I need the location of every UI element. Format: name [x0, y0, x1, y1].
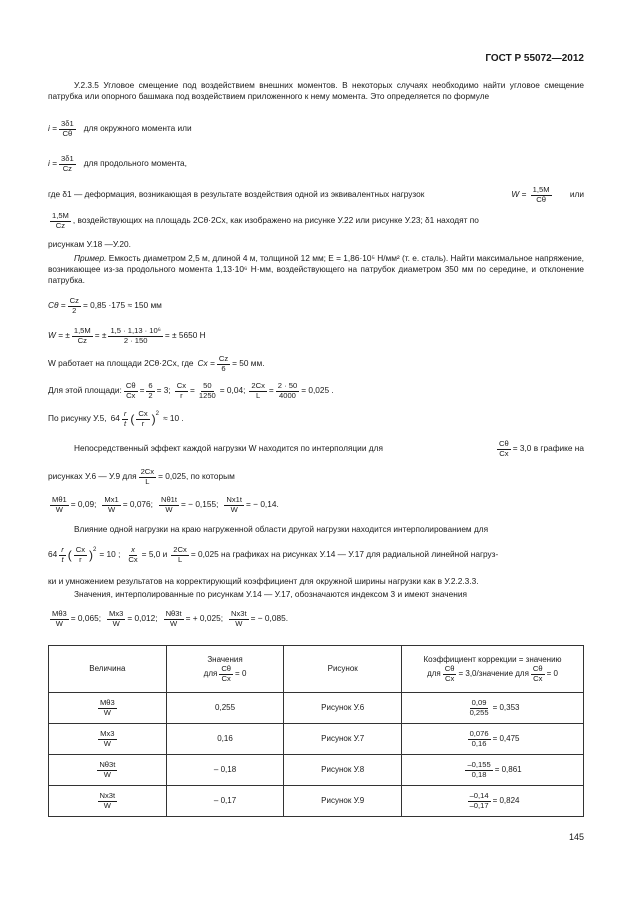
- header-correction: [402, 646, 584, 693]
- intro-paragraph: У.2.3.5 Угловое смещение под воздействием внешних моментов. В некоторых случаях необходимо найти угловое смещение патрубка или опорного башмака под воздействием приложенного к нему момента. Это определяется по формуле: [48, 80, 584, 102]
- formula-circumferential: [48, 120, 192, 138]
- cell-correction: [402, 724, 584, 755]
- fraction: $\frac{3\delta 1}{Cz}$: [61, 154, 74, 173]
- direct-text: = 0,025, по которым: [158, 471, 235, 482]
- fraction: $\frac{C\theta}{Cx}$: [532, 664, 543, 683]
- calc-lhs: Cθ =: [48, 300, 66, 311]
- cell-correction: [402, 786, 584, 817]
- where-text: , воздействующих на площадь 2Cθ·2Cx, как изображено на рисунке У.22 или рисунке У.23; δ1 находят по: [72, 215, 479, 226]
- header-quantity: Величина: [49, 646, 167, 693]
- direct-effect-line-2: [48, 468, 235, 486]
- cell-value: 0,255: [166, 693, 284, 724]
- fraction: $\frac{0,09}{0,255}$: [469, 698, 489, 717]
- cell-quantity: [49, 786, 167, 817]
- example-text: Емкость диаметром 2,5 м, длиной 4 м, толщиной 12 мм; E = 1,86·10⁵ Н/мм² (т. е. сталь). Найти максимальное напряжение, возникающее из-за продольного момента 1,13·10⁶ Н·мм, воздействующего на патрубок диаметром 350 мм по середине, и отклонение патрубка.: [48, 253, 584, 286]
- calc-area: [48, 355, 265, 373]
- fraction: $\frac{r}{t}$: [61, 545, 64, 564]
- calc-ratios: [48, 382, 334, 400]
- table-row: [49, 693, 584, 724]
- fraction: $\frac{2Cx}{L}$: [251, 381, 265, 400]
- fraction: $\frac{\text{1,5 · 1,13 · 10⁶}}{2 \cdot 150}$: [110, 326, 161, 345]
- cell-value: – 0,18: [166, 755, 284, 786]
- formula-lhs: i =: [48, 123, 57, 134]
- table-header-row: [49, 646, 584, 693]
- continuation-line: ки и умножением результатов на корректирующий коэффициент для окружной ширины нагрузки как в У.2.2.3.3.: [48, 576, 479, 586]
- cell-figure: Рисунок У.7: [284, 724, 402, 755]
- header-values: [166, 646, 284, 693]
- cell-figure: Рисунок У.8: [284, 755, 402, 786]
- cell-quantity: [49, 724, 167, 755]
- header-values-pre: для: [203, 668, 218, 678]
- calc-figure: [48, 410, 184, 428]
- fraction: $\frac{-0,155}{0,18}$: [467, 760, 491, 779]
- fraction: $\frac{Mx3}{W}$: [100, 729, 115, 748]
- fraction: $\frac{M\theta 3}{W}$: [52, 609, 67, 628]
- correction-table: [48, 645, 584, 817]
- header-correction-pre: для: [427, 668, 441, 678]
- formula-text: для продольного момента,: [83, 158, 187, 169]
- standard-header: ГОСТ Р 55072—2012: [485, 53, 584, 64]
- example-paragraph: [48, 253, 584, 287]
- formula-longitudinal: [48, 155, 187, 173]
- calc-val: = 0,04;: [219, 385, 246, 396]
- influence-paragraph: Влияние одной нагрузки на краю нагруженной области другой нагрузки находится интерполированием для: [74, 524, 489, 534]
- calc-text: По рисунку У.5,: [48, 413, 107, 424]
- direct-text: рисунках У.6 — У.9 для: [48, 471, 137, 482]
- table-row: [49, 786, 584, 817]
- where-line-1: [48, 186, 584, 204]
- formula-lhs: i =: [48, 158, 57, 169]
- calc-rhs: = 0,85 ·175 ≈ 150 мм: [82, 300, 162, 311]
- exponent: 2: [155, 411, 159, 417]
- header-values-title: Значения: [207, 654, 243, 664]
- cell-quantity: [49, 693, 167, 724]
- header-values-post: = 0: [235, 668, 247, 678]
- fraction: $\frac{0,076}{0,16}$: [469, 729, 489, 748]
- fraction: $\frac{C\theta}{Cx}$: [499, 439, 509, 458]
- paren-close: ): [151, 411, 156, 426]
- paren-open: (: [67, 547, 72, 562]
- cell-figure: Рисунок У.6: [284, 693, 402, 724]
- result-value: = + 0,025;: [185, 613, 223, 624]
- fraction: $\frac{N\theta 3t}{W}$: [99, 760, 116, 779]
- calc-eq: =: [190, 385, 195, 396]
- cell-correction-result: = 0,824: [492, 796, 520, 806]
- paren-close: ): [89, 547, 94, 562]
- result-value: = − 0,14.: [246, 499, 279, 510]
- interp-text: = 0,025 на графиках на рисунках У.14 — У.17 для радиальной линейной нагруз-: [190, 549, 499, 560]
- direct-effect-line: [48, 440, 584, 458]
- calc-coef: 64: [48, 549, 58, 560]
- where-line-2: [48, 212, 479, 230]
- results-3: [48, 610, 288, 628]
- fraction: $\frac{1,5M}{C\theta}$: [532, 185, 550, 204]
- table-row: [49, 724, 584, 755]
- calc-val: = 0,025 .: [301, 385, 334, 396]
- calc-text: Для этой площади:: [48, 385, 122, 396]
- fraction: $\frac{r}{t}$: [123, 409, 127, 428]
- interp-value: = 5,0 и: [141, 549, 168, 560]
- calc-eq: =: [268, 385, 274, 396]
- fraction: $\frac{N\theta 1t}{W}$: [160, 495, 178, 514]
- fraction: $\frac{Mx3}{W}$: [109, 609, 124, 628]
- where-text: где δ1 — деформация, возникающая в результате воздействия одной из эквивалентных нагрузок: [48, 189, 425, 200]
- calc-w: [48, 327, 206, 345]
- cell-value: 0,16: [166, 724, 284, 755]
- fraction: $\frac{6}{2}$: [148, 381, 153, 400]
- table-body: [49, 693, 584, 817]
- cell-figure: Рисунок У.9: [284, 786, 402, 817]
- result-value: = 0,065;: [70, 613, 101, 624]
- fraction: $\frac{Nx1t}{W}$: [226, 495, 243, 514]
- cell-correction: [402, 755, 584, 786]
- cell-correction: [402, 693, 584, 724]
- cell-correction-result: = 0,861: [494, 765, 522, 775]
- fraction: $\frac{1,5M}{Cz}$: [52, 211, 69, 230]
- cell-correction-result: = 0,475: [492, 734, 520, 744]
- cell-value: – 0,17: [166, 786, 284, 817]
- fraction: $\frac{Mx1}{W}$: [104, 495, 119, 514]
- values-line: Значения, интерполированные по рисункам У.14 — У.17, обозначаются индексом 3 и имеют значения: [74, 589, 467, 599]
- results-1: [48, 496, 279, 514]
- calc-rhs: = ± 5650 Н: [164, 330, 206, 341]
- where-line-3: рисункам У.18 —У.20.: [48, 239, 131, 249]
- fraction: $\frac{C\theta}{Cx}$: [125, 381, 136, 400]
- fraction: $\frac{-0,14}{-0,17}$: [469, 791, 489, 810]
- fraction: $\frac{Cx}{r}$: [75, 545, 86, 564]
- cell-quantity: [49, 755, 167, 786]
- exponent: 2: [93, 547, 97, 553]
- interp-value: = 10 ;: [99, 549, 121, 560]
- calc-eq: =: [139, 385, 145, 396]
- fraction: $\frac{M\theta 1}{W}$: [52, 495, 67, 514]
- direct-text: Непосредственный эффект каждой нагрузки W находится по интерполяции для: [74, 443, 383, 454]
- fraction: $\frac{Cz}{2}$: [69, 296, 79, 315]
- calc-lhs: W = ±: [48, 330, 70, 341]
- header-correction-mid: = 3,0/значение для: [458, 668, 529, 678]
- example-label: Пример.: [74, 253, 107, 263]
- calc-rhs: ≈ 10 .: [162, 413, 184, 424]
- fraction: $\frac{C\theta}{Cx}$: [221, 664, 232, 683]
- fraction: $\frac{50}{1250}$: [198, 381, 216, 400]
- calc-text: W работает на площади 2Cθ·2Cx, где: [48, 358, 194, 369]
- result-value: = − 0,155;: [181, 499, 219, 510]
- calc-ctheta: [48, 297, 162, 315]
- paren-open: (: [130, 411, 135, 426]
- calc-rhs: = 50 мм.: [232, 358, 265, 369]
- direct-text: = 3,0 в графике на: [512, 443, 584, 454]
- fraction: $\frac{Nx3t}{W}$: [99, 791, 116, 810]
- formula-text: для окружного момента или: [83, 123, 192, 134]
- calc-coef: 64: [110, 413, 120, 424]
- page-number: 145: [568, 832, 584, 842]
- where-or: или: [569, 189, 584, 200]
- result-value: = 0,09;: [70, 499, 97, 510]
- fraction: $\frac{M\theta 3}{W}$: [99, 698, 115, 717]
- table-row: [49, 755, 584, 786]
- fraction: $\frac{Cz}{6}$: [218, 354, 229, 373]
- where-w: W =: [511, 189, 527, 200]
- fraction: $\frac{N\theta 3t}{W}$: [165, 609, 182, 628]
- fraction: $\frac{x}{Cx}$: [128, 545, 138, 564]
- cell-correction-result: = 0,353: [492, 703, 520, 713]
- result-value: = − 0,085.: [250, 613, 288, 624]
- fraction: $\frac{2Cx}{L}$: [173, 545, 187, 564]
- header-figure: Рисунок: [284, 646, 402, 693]
- calc-val: = 3;: [156, 385, 171, 396]
- header-correction-post: = 0: [546, 668, 558, 678]
- fraction: $\frac{Cx}{r}$: [138, 409, 148, 428]
- fraction: $\frac{3\delta 1}{C\theta}$: [61, 119, 74, 138]
- result-value: = 0,076;: [122, 499, 153, 510]
- header-correction-title: Коэффициент коррекции = значению: [423, 654, 562, 664]
- result-value: = 0,012;: [127, 613, 158, 624]
- fraction: $\frac{Nx3t}{W}$: [231, 609, 247, 628]
- fraction: $\frac{Cx}{r}$: [176, 381, 187, 400]
- fraction: $\frac{2Cx}{L}$: [140, 467, 155, 486]
- calc-lhs: Cx =: [197, 358, 215, 369]
- interpolation-line: [48, 546, 498, 564]
- fraction: $\frac{2 \cdot 50}{4000}$: [277, 381, 298, 400]
- fraction: $\frac{1,5M}{Cz}$: [73, 326, 91, 345]
- calc-mid: = ±: [94, 330, 107, 341]
- fraction: $\frac{C\theta}{Cx}$: [444, 664, 455, 683]
